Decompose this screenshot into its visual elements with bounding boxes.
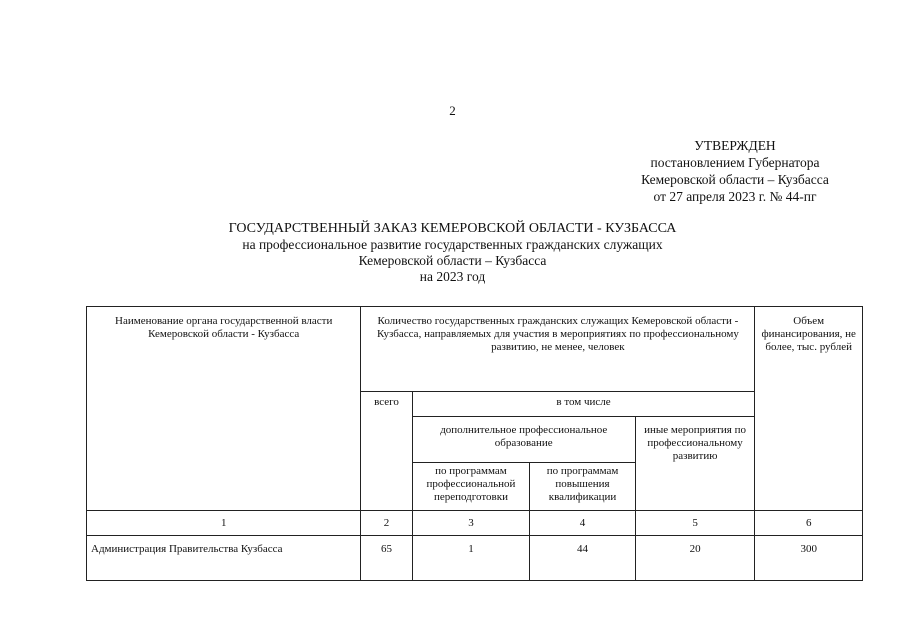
- header-total: всего: [361, 392, 412, 511]
- header-qualification: по программам повышения квалификации: [530, 463, 636, 511]
- cell-qualification: 44: [530, 536, 636, 581]
- cell-org: Администрация Правительства Кузбасса: [87, 536, 361, 581]
- title-line-4: на 2023 год: [419, 269, 486, 284]
- title-line-3: Кемеровской области – Кузбасса: [358, 253, 547, 268]
- header-other-events: иные мероприятия по профессиональному развитию: [635, 417, 755, 511]
- approval-line-2: постановлением Губернатора: [650, 155, 820, 170]
- column-number: 2: [361, 511, 412, 536]
- approval-line-1: УТВЕРЖДЕН: [694, 138, 776, 153]
- cell-total: 65: [361, 536, 412, 581]
- header-org: Наименование органа государственной власти Кемеровской области - Кузбасса: [87, 307, 361, 511]
- approval-stamp: [600, 137, 870, 205]
- approval-line-4: от 27 апреля 2023 г. № 44-пг: [653, 189, 817, 204]
- header-including: в том числе: [412, 392, 755, 417]
- page-number: 2: [449, 103, 456, 118]
- column-number-row: [87, 511, 863, 536]
- column-number: 3: [412, 511, 530, 536]
- header-count: Количество государственных гражданских служащих Кемеровской области - Кузбасса, направляемых для участия в мероприятиях по профессиональному развитию, не менее, человек: [361, 307, 755, 392]
- column-number: 6: [755, 511, 863, 536]
- title-line-2: на профессиональное развитие государственных гражданских служащих: [242, 237, 663, 252]
- column-number: 1: [87, 511, 361, 536]
- header-additional-education: дополнительное профессиональное образование: [412, 417, 635, 463]
- state-order-table: [86, 306, 863, 581]
- column-number: 4: [530, 511, 636, 536]
- column-number: 5: [635, 511, 755, 536]
- cell-funding: 300: [755, 536, 863, 581]
- cell-other: 20: [635, 536, 755, 581]
- header-retraining: по программам профессиональной переподготовки: [412, 463, 530, 511]
- header-funding: Объем финансирования, не более, тыс. рублей: [755, 307, 863, 511]
- table-row: [87, 536, 863, 581]
- cell-retraining: 1: [412, 536, 530, 581]
- document-title: [0, 221, 905, 285]
- approval-line-3: Кемеровской области – Кузбасса: [641, 172, 829, 187]
- title-line-1: ГОСУДАРСТВЕННЫЙ ЗАКАЗ КЕМЕРОВСКОЙ ОБЛАСТИ - КУЗБАССА: [228, 221, 677, 236]
